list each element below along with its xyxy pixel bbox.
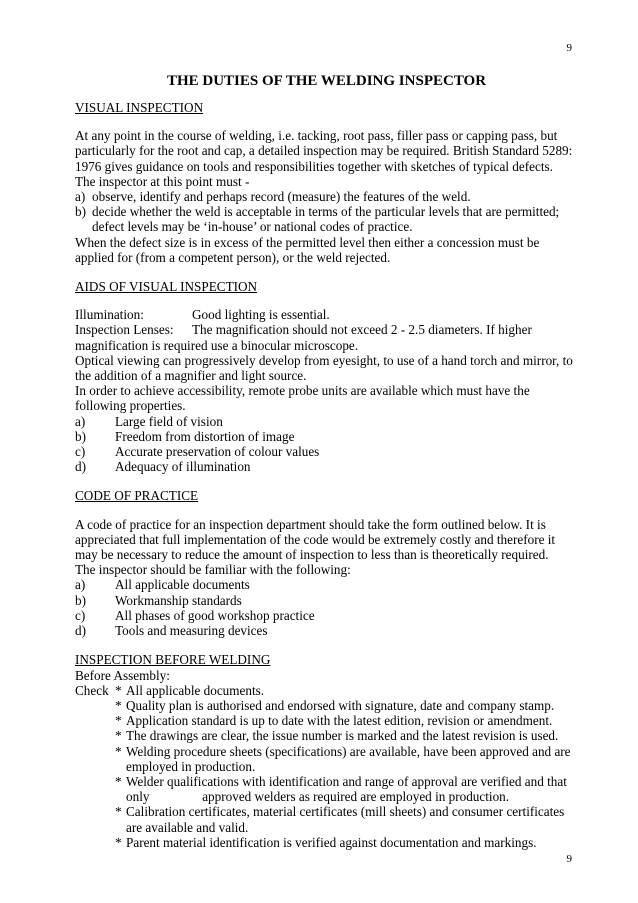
list-item <box>75 593 578 608</box>
optical-viewing-para: Optical viewing can progressively develop from eyesight, to use of a hand torch and mirror, to the addition of a magnifier and light source. <box>75 352 573 384</box>
code-of-practice-intro: A code of practice for an inspection department should take the form outlined below. It is appreciated that full implementation of the code would be extremely costly and therefore it may be necessary to reduce the amount of inspection to less than is theoretically required. <box>75 516 556 563</box>
check-item-text: Calibration certificates, material certificates (mill sheets) and consumer certificates are available and valid. <box>126 804 565 835</box>
list-text: Large field of vision <box>115 413 223 429</box>
list-text: All applicable documents <box>115 577 250 593</box>
bullet-marker: * <box>115 804 122 820</box>
list-marker: c) <box>75 444 86 460</box>
aids-heading: AIDS OF VISUAL INSPECTION <box>75 279 258 295</box>
list-text: Freedom from distortion of image <box>115 428 295 444</box>
check-item <box>115 835 578 850</box>
list-item <box>75 623 578 638</box>
bullet-marker: * <box>115 834 122 850</box>
visual-inspection-must-line: The inspector at this point must - <box>75 173 250 189</box>
list-text: Tools and measuring devices <box>115 623 268 639</box>
remote-probe-para: In order to achieve accessibility, remote probe units are available which must have the following properties. <box>75 383 530 414</box>
check-item-text: Parent material identification is verified against documentation and markings. <box>126 834 537 850</box>
list-item <box>75 189 578 204</box>
list-item <box>75 608 578 623</box>
list-text: Accurate preservation of colour values <box>115 444 320 460</box>
check-row <box>75 683 578 698</box>
check-item <box>115 713 578 728</box>
list-item <box>75 459 578 474</box>
inspection-lenses-text: The magnification should not exceed 2 - 2.5 diameters. If higher magnification is required use a binocular microscope. <box>75 322 532 353</box>
inspection-lenses-para <box>75 322 578 352</box>
inspection-lenses-label: Inspection Lenses: <box>75 322 174 338</box>
list-text: All phases of good workshop practice <box>115 607 315 623</box>
check-item-text: The drawings are clear, the issue number is marked and the latest revision is used. <box>126 728 559 744</box>
illumination-text: Good lighting is essential. <box>192 307 330 323</box>
list-text: Adequacy of illumination <box>115 459 251 475</box>
visual-inspection-closing: When the defect size is in excess of the permitted level then either a concession must be applied for (from a competent person), or the weld rejected. <box>75 234 540 265</box>
check-item-text: Quality plan is authorised and endorsed with signature, date and company stamp. <box>126 697 555 713</box>
bullet-marker: * <box>115 713 122 729</box>
check-label: Check <box>75 682 109 698</box>
check-item-text: Welding procedure sheets (specifications) are available, have been approved and are employed in production. <box>126 743 571 774</box>
list-item <box>75 429 578 444</box>
list-marker: b) <box>75 428 86 444</box>
code-of-practice-familiar: The inspector should be familiar with the following: <box>75 562 351 578</box>
list-marker: a) <box>75 577 86 593</box>
check-item <box>115 698 578 713</box>
list-item <box>75 444 578 459</box>
bullet-marker: * <box>115 728 122 744</box>
list-marker: b) <box>75 592 86 608</box>
code-of-practice-heading: CODE OF PRACTICE <box>75 488 199 504</box>
visual-inspection-heading: VISUAL INSPECTION <box>75 100 204 115</box>
check-item <box>115 804 578 834</box>
illumination-row <box>75 307 578 322</box>
list-text: decide whether the weld is acceptable in terms of the particular levels that are permitted; defect levels may be ‘in-house’ or national codes of practice. <box>92 204 560 235</box>
list-item <box>75 204 578 234</box>
check-item <box>115 744 578 774</box>
bullet-marker: * <box>115 682 122 698</box>
list-item <box>75 577 578 592</box>
illumination-label: Illumination: <box>75 307 144 323</box>
document-body <box>75 72 578 850</box>
list-marker: d) <box>75 459 86 475</box>
list-marker: d) <box>75 623 86 639</box>
check-item-text: Welder qualifications with identification and range of approval are verified and that only approved welders as required are employed in production. <box>126 773 571 805</box>
bullet-marker: * <box>115 743 122 759</box>
list-text: Workmanship standards <box>115 592 242 608</box>
page-number-top: 9 <box>566 42 572 54</box>
bullet-marker: * <box>115 697 122 713</box>
list-item <box>75 414 578 429</box>
page-number-bottom: 9 <box>566 853 572 865</box>
visual-inspection-intro: At any point in the course of welding, i.e. tacking, root pass, filler pass or capping pass, but particularly for the root and cap, a detailed inspection may be required. British Standard 5289: 1976 gives guidance on tools and responsibilities together with sketches of typical defects. <box>75 128 573 174</box>
list-marker: a) <box>75 189 86 205</box>
check-item <box>115 728 578 743</box>
list-marker: a) <box>75 413 86 429</box>
before-assembly-label: Before Assembly: <box>75 667 170 683</box>
check-item <box>115 774 578 804</box>
bullet-marker: * <box>115 773 122 789</box>
check-item-text: Application standard is up to date with the latest edition, revision or amendment. <box>126 713 553 729</box>
inspection-before-welding-heading: INSPECTION BEFORE WELDING <box>75 652 271 668</box>
check-item-text: All applicable documents. <box>126 682 265 698</box>
document-title: THE DUTIES OF THE WELDING INSPECTOR <box>166 73 487 89</box>
list-marker: c) <box>75 607 86 623</box>
list-text: observe, identify and perhaps record (measure) the features of the weld. <box>92 189 471 205</box>
list-marker: b) <box>75 204 86 220</box>
